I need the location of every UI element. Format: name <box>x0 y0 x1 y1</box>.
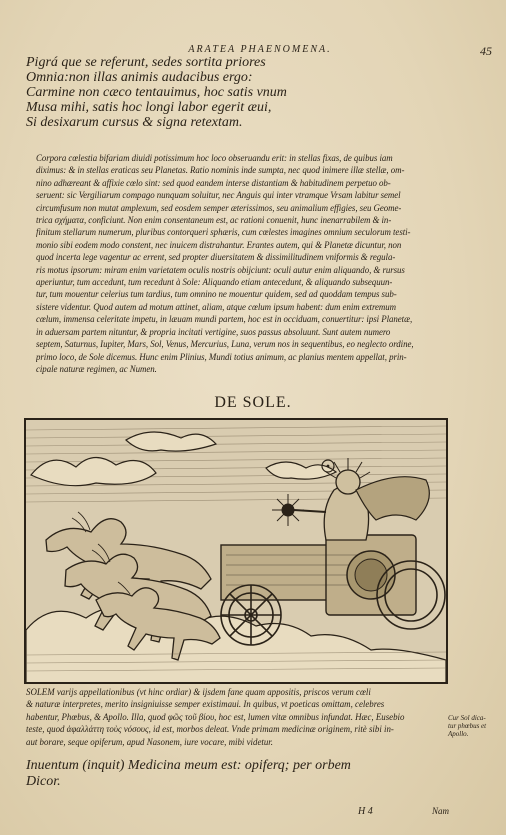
quote-block <box>26 758 426 790</box>
running-head: ARATEA PHAENOMENA. <box>188 44 332 55</box>
caption-line: habentur, Phœbus, & Apollo. Illa, quod φῶς τοῦ βίου, hoc est, lumen vitæ omnibus infundat. Hæc, Eusebio <box>26 711 405 722</box>
caption-line: SOLEM varijs appellationibus (vt hinc ordiar) & ijsdem fane quam appositis, priscos verum cœli <box>26 687 371 697</box>
margin-note-line: tur phœbus et <box>448 722 487 730</box>
woodcut-illustration <box>24 418 448 684</box>
commentary-line: sistere videntur. Quod autem ad motum attinet, aliam, atque cœlum ipsum habent: dum enim extremum <box>36 301 397 312</box>
margin-note-line: Cur Sol dica- <box>448 714 486 722</box>
commentary-line: Corpora cœlestia bifariam diuidi potissimum hoc loco obseruandu erit: in stellas fixas, de quibus iam <box>36 153 393 163</box>
caption-line: teste, quod ἀφαλλάττη τοὺς νόσους, id est, morbos deleat. Vnde primam medicinæ originem, ritè sibi in- <box>26 724 394 735</box>
commentary-line: circumfusum non mutat amplexum, sed eosdem semper æterissimos, seu animalium effigies, seu Geome- <box>36 202 402 213</box>
commentary-line: primo loco, de Sole dicemus. Hunc enim Plinius, Mundi totius animum, ac planius mentem appellat, prin- <box>36 351 407 362</box>
verse-line: Pigrá que se referunt, sedes sortita priores <box>26 55 266 70</box>
commentary-line: nino adhæreant & affixie cœlo sint: sed quod eandem interse distantiam & habitudinem perpetuo ob- <box>36 177 391 188</box>
signature-mark: H 4 <box>358 806 373 817</box>
verse-line: Carmine non cæco tentauimus, hoc satis vnum <box>26 85 287 100</box>
margin-note <box>448 714 504 738</box>
commentary-line: cipale naturæ regimen, ac Numen. <box>36 363 157 374</box>
commentary-line: diximus: & in stellas eraticas seu Planetas. Ratio nominis inde sumpta, nec quod inimere illæ stellæ, om- <box>36 165 405 176</box>
page-number: 45 <box>480 44 492 58</box>
section-heading: DE SOLE. <box>214 394 292 411</box>
commentary-line: septem, Saturnus, Iupiter, Mars, Sol, Venus, Mercurius, Luna, verum nos in sequentibus, eo neglecto ordine, <box>36 339 414 350</box>
caption-block <box>26 686 436 748</box>
verse-line: Si desixarum cursus & signa retextam. <box>26 115 243 130</box>
verse-line: Omnia:non illas animis audacibus ergo: <box>26 70 253 85</box>
catchword: Nam <box>432 806 450 816</box>
commentary-block <box>36 152 454 375</box>
commentary-line: tur, tum mouentur celerius tum tardius, tum omnino ne mouentur quidem, sed ad quoddam tempus sub- <box>36 289 397 300</box>
quote-line: Dicor. <box>26 774 61 789</box>
quote-line: Inuentum (inquit) Medicina meum est: opiferq; per orbem <box>26 758 351 773</box>
commentary-line: in aduersam partem nituntur, & propria incitati vertigine, suos passus absoluunt. Sunt autem numero <box>36 326 391 337</box>
commentary-line: seruent: sic Vergiliarum compago nunquam soluitur, nec Anguis qui inter vtramque Vrsam labitur semel <box>36 190 401 201</box>
verse-line: Musa mihi, satis hoc longi labor egerit æui, <box>26 100 272 115</box>
verse-block <box>26 55 356 130</box>
commentary-line: monio sibi eodem modo constent, nec inuicem distrahantur. Erantes autem, qui & Planetæ dicuntur, non <box>36 239 402 250</box>
commentary-line: trica σχήματα, conficiunt. Non enim consentaneum est, ac rationi conuenit, hunc inenarrabilem & in- <box>36 215 392 226</box>
commentary-line: cœlum, immensa celeritate impetu, in læuam mundi partem, hoc est in occiduam, conuertitur: ipsi Planetæ, <box>36 314 413 325</box>
caption-line: aut borare, seque opiferum, apud Nasonem, iure vocare, mibi videtur. <box>26 736 273 747</box>
caption-line: & naturæ interpretes, merito insigniuisse semper existimaui. In quibus, vt poeticas omittam, celebres <box>26 699 385 710</box>
commentary-line: aperiuntur, tum accedunt, tum recedunt à Sole: Aliquando etiam antecedunt, & aliquando subsequun- <box>36 277 393 288</box>
commentary-line: quod incerta lege vagentur ac errent, sed propter diuersitatem & dissimilitudinem vniformis & regula- <box>36 252 396 263</box>
margin-note-line: Apollo. <box>448 730 469 738</box>
sun-chariot-woodcut <box>26 420 446 682</box>
commentary-line: finitum stellarum numerum, pluribus contorqueri sphæris, cum cœlestes imagines omnium seculorum testi- <box>36 227 411 238</box>
commentary-line: ris motus ipsorum: miram enim varietatem oculis nostris obijciunt: oculi autur enim aliquando, & rursus <box>36 264 405 275</box>
